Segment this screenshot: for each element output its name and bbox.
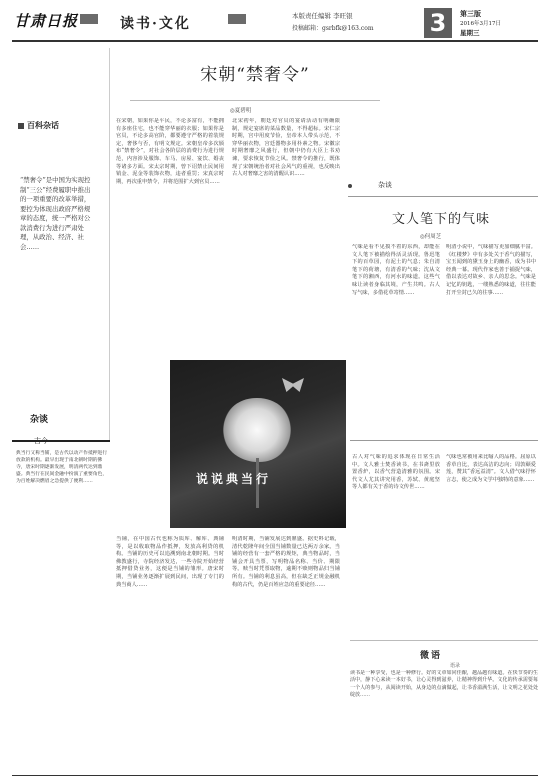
square-bullet-icon [18, 123, 24, 129]
right-section-rule [348, 196, 538, 197]
bottom-rule [12, 775, 538, 776]
bottom-right-column-2: 气味也常被用来比喻人的品格。屈原以香草自比，表达高洁的志向；周敦颐爱莲，赞其“香远益清”。文人借气味抒怀言志，使之成为文学中独特的意象…… [446, 454, 536, 483]
bottom-right-text: 读书是一种享受，也是一种修行。好的文章如同佳酿，越品越有味道。在快节奏的生活中，静下心来读一本好书，让心灵得到滋养，让精神得到升华。文化的传承需要每一个人的参与，从阅读开始，从身边的点滴做起，让书香溢满生活，让文明之花处处绽放…… [350, 670, 538, 699]
main-article-column-1: 在宋朝，如果你是平民，不论多富有，不能拥有多座住宅，也不能穿华丽的衣服；如果你是官员，不论多高官阶，都要遵守严格的着装规定，奢侈与否，有明文规定。宋朝皇帝多次颁布“禁奢令”，对社会各阶层的消费行为进行规范，内容涉及服饰、车马、房屋、宴饮、婚丧等诸多方面。宋太宗时期，曾下诏禁止民间用销金、泥金等装饰衣物，违者重罚；宋真宗时期，再次重申禁令，并将范围扩大到官员…… [116, 118, 224, 185]
right-article-title: 文人笔下的气味 [392, 212, 491, 227]
right-article-author: ◎何周芝 [420, 234, 442, 240]
masthead-separator [228, 14, 246, 24]
photo-caption: 说说典当行 [196, 472, 272, 486]
bottom-right-divider [350, 640, 538, 641]
page-number: 3 [424, 8, 452, 38]
main-article-title: 宋朝“禁奢令” [200, 65, 310, 85]
section-title: 读书·文化 [120, 16, 191, 32]
feature-photo [170, 360, 346, 528]
right-section-label: 杂谈 [378, 181, 392, 189]
left-column-quote: “禁奢令”是中国为实现控制“三公”经费履职中推出的一项重要的改革举措，要控为体现出政府严格规章的态度，统一严格对公款消费行为进行严肃处理，从政治、经济、社会…… [20, 176, 91, 251]
left-middle-rule [12, 440, 110, 442]
right-article-column-2: 明清小说中，气味描写更加细腻丰富。《红楼梦》中有多处关于香气的描写，宝玉闻到的黛玉身上的幽香，成为书中经典一幕。现代作家也善于捕捉气味，借以表达对故乡、亲人的思念。气味是记忆的钥匙，一缕熟悉的味道，往往能打开尘封已久的往事…… [446, 244, 536, 296]
bottom-right-title: 微语 [420, 651, 443, 661]
second-article-column-1: 当铺，在中国古代也称为质库、解库、典铺等，是以收取物品作抵押，发放高利贷的机构。当铺的历史可以追溯到南北朝时期。当时佛教盛行，寺院经济发达，一些寺院开始经营抵押借贷业务，这便是当铺的雏形。唐宋时期，当铺业务逐渐扩展到民间，出现了专门的典当商人…… [116, 536, 224, 588]
masthead-separator [80, 14, 98, 24]
flower-icon [222, 398, 292, 462]
editor-credit: 本版责任编辑 李旺银 [292, 12, 353, 20]
submission-email: 投稿邮箱：gsrbfk@163.com [292, 25, 374, 32]
bottom-right-author: 语录 [450, 663, 461, 669]
edition-label: 第三版 [460, 9, 481, 18]
butterfly-icon [282, 378, 304, 392]
issue-date: 2016年3月17日 [460, 21, 501, 27]
section-bullet-icon [348, 184, 352, 188]
second-article-column-2: 明清时期，当铺发展达到鼎盛。据史料记载，清代乾隆年间全国当铺数量已达两万余家。当铺的经营有一套严格的规矩，典当物品时，当铺会开具当票，写明物品名称、当价、期限等。赎当时凭票取物，逾期不赎则物品归当铺所有。当铺的利息虽高，但在缺乏正规金融机构的古代，仍是百姓应急的重要途径…… [232, 536, 340, 588]
left-middle-text: 典当行又称当铺，是古代以动产作抵押进行放款的机构。最早出现于南北朝时期的佛寺，唐宋时期逐渐发展，明清两代达到鼎盛。典当行在民间金融中扮演了重要角色，为百姓解决燃眉之急提供了便利…… [16, 451, 108, 484]
issue-weekday: 星期三 [460, 29, 480, 37]
left-column-tag [18, 120, 59, 131]
main-article-column-2: 北宋初年，朝廷对官员的宴请活动有明确限制，规定宴席的菜品数量，不得超标。宋仁宗时期，宫中用度节俭，皇帝本人带头示范，不穿华丽衣物，宫廷器物多用朴素之物。宋徽宗时期奢靡之风盛行，但朝中仍有大臣上书劝谏，要求恢复节俭之风。禁奢令的推行，既体现了宋朝统治者对社会风气的重视，也反映出古人对奢靡之害的清醒认识…… [232, 118, 340, 178]
main-article-author: ◎夏碧明 [230, 108, 252, 114]
right-article-column-1: 气味是看不见摸不着的东西，却能在文人笔下被描绘得活灵活现。鲁迅笔下的百草园，有泥土的气息；朱自清笔下的荷塘，有清香的气味；沈从文笔下的湘西，有河水的味道。这些气味让读者身临其境，产生共鸣。古人写气味，多借花草寄情…… [352, 244, 440, 296]
bottom-right-column-1: 古人对气味的追求体现在日常生活中。文人雅士焚香读书，在书斋里放置香炉，以香气营造清雅的氛围。宋代文人尤其讲究用香，苏轼、黄庭坚等人都有关于香的诗文传世…… [352, 454, 440, 491]
left-column-tag-label: 百科杂话 [27, 120, 59, 130]
left-middle-title: 杂谈 [30, 415, 49, 425]
masthead-logo: 甘肃日报 [14, 12, 79, 30]
masthead-rule [12, 40, 538, 42]
title-divider [130, 100, 380, 101]
